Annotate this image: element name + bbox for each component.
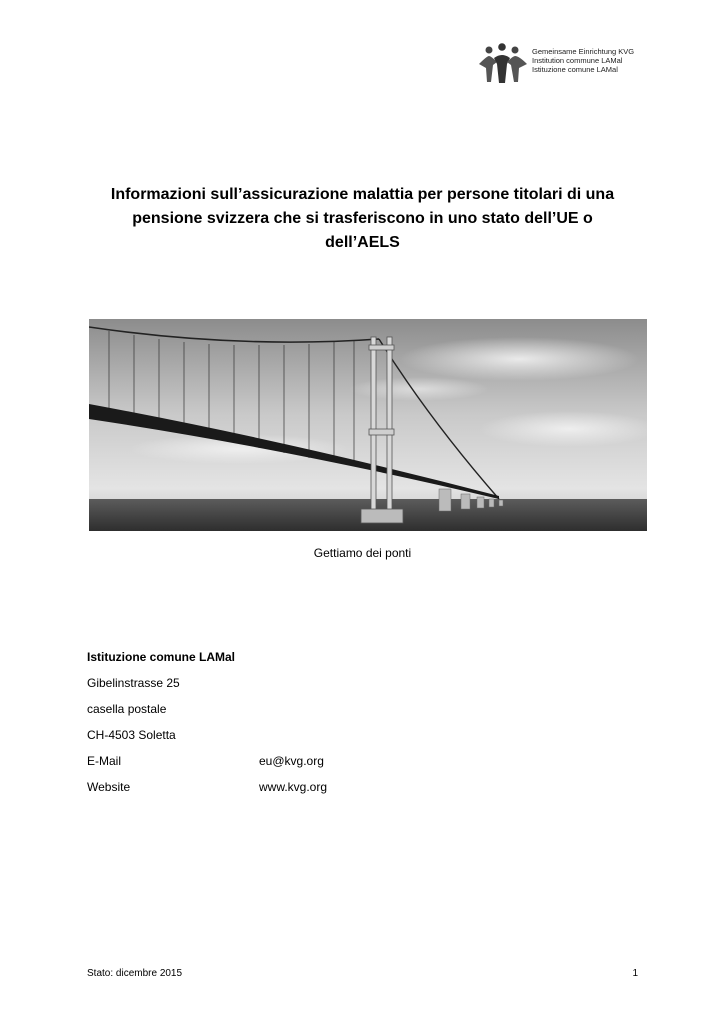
title-line-3: dell’AELS — [325, 234, 400, 251]
title-line-1: Informazioni sull’assicurazione malattia per persone titolari di una — [110, 186, 615, 203]
footer-status: Stato: dicembre 2015 — [87, 968, 183, 979]
people-logo-icon — [477, 42, 529, 84]
photo-caption: Gettiamo dei ponti — [313, 546, 412, 560]
email-label: E-Mail — [87, 754, 122, 768]
logo-line-3: Istituzione comune LAMal — [532, 65, 618, 74]
logo — [477, 42, 677, 86]
logo-line-1: Gemeinsame Einrichtung KVG — [532, 47, 635, 56]
address-postbox: casella postale — [87, 702, 167, 716]
bridge-photo — [89, 319, 647, 531]
address-city: CH-4503 Soletta — [87, 728, 176, 742]
address-org: Istituzione comune LAMal — [87, 650, 236, 664]
address-street: Gibelinstrasse 25 — [87, 676, 180, 690]
website-label: Website — [87, 780, 131, 794]
logo-line-2: Institution commune LAMal — [532, 56, 623, 65]
document-title — [80, 183, 645, 255]
title-line-2: pensione svizzera che si trasferiscono in uno stato dell’UE o — [132, 210, 593, 227]
page-number: 1 — [632, 968, 638, 979]
website-value[interactable]: www.kvg.org — [259, 780, 328, 794]
email-value[interactable]: eu@kvg.org — [259, 754, 324, 768]
